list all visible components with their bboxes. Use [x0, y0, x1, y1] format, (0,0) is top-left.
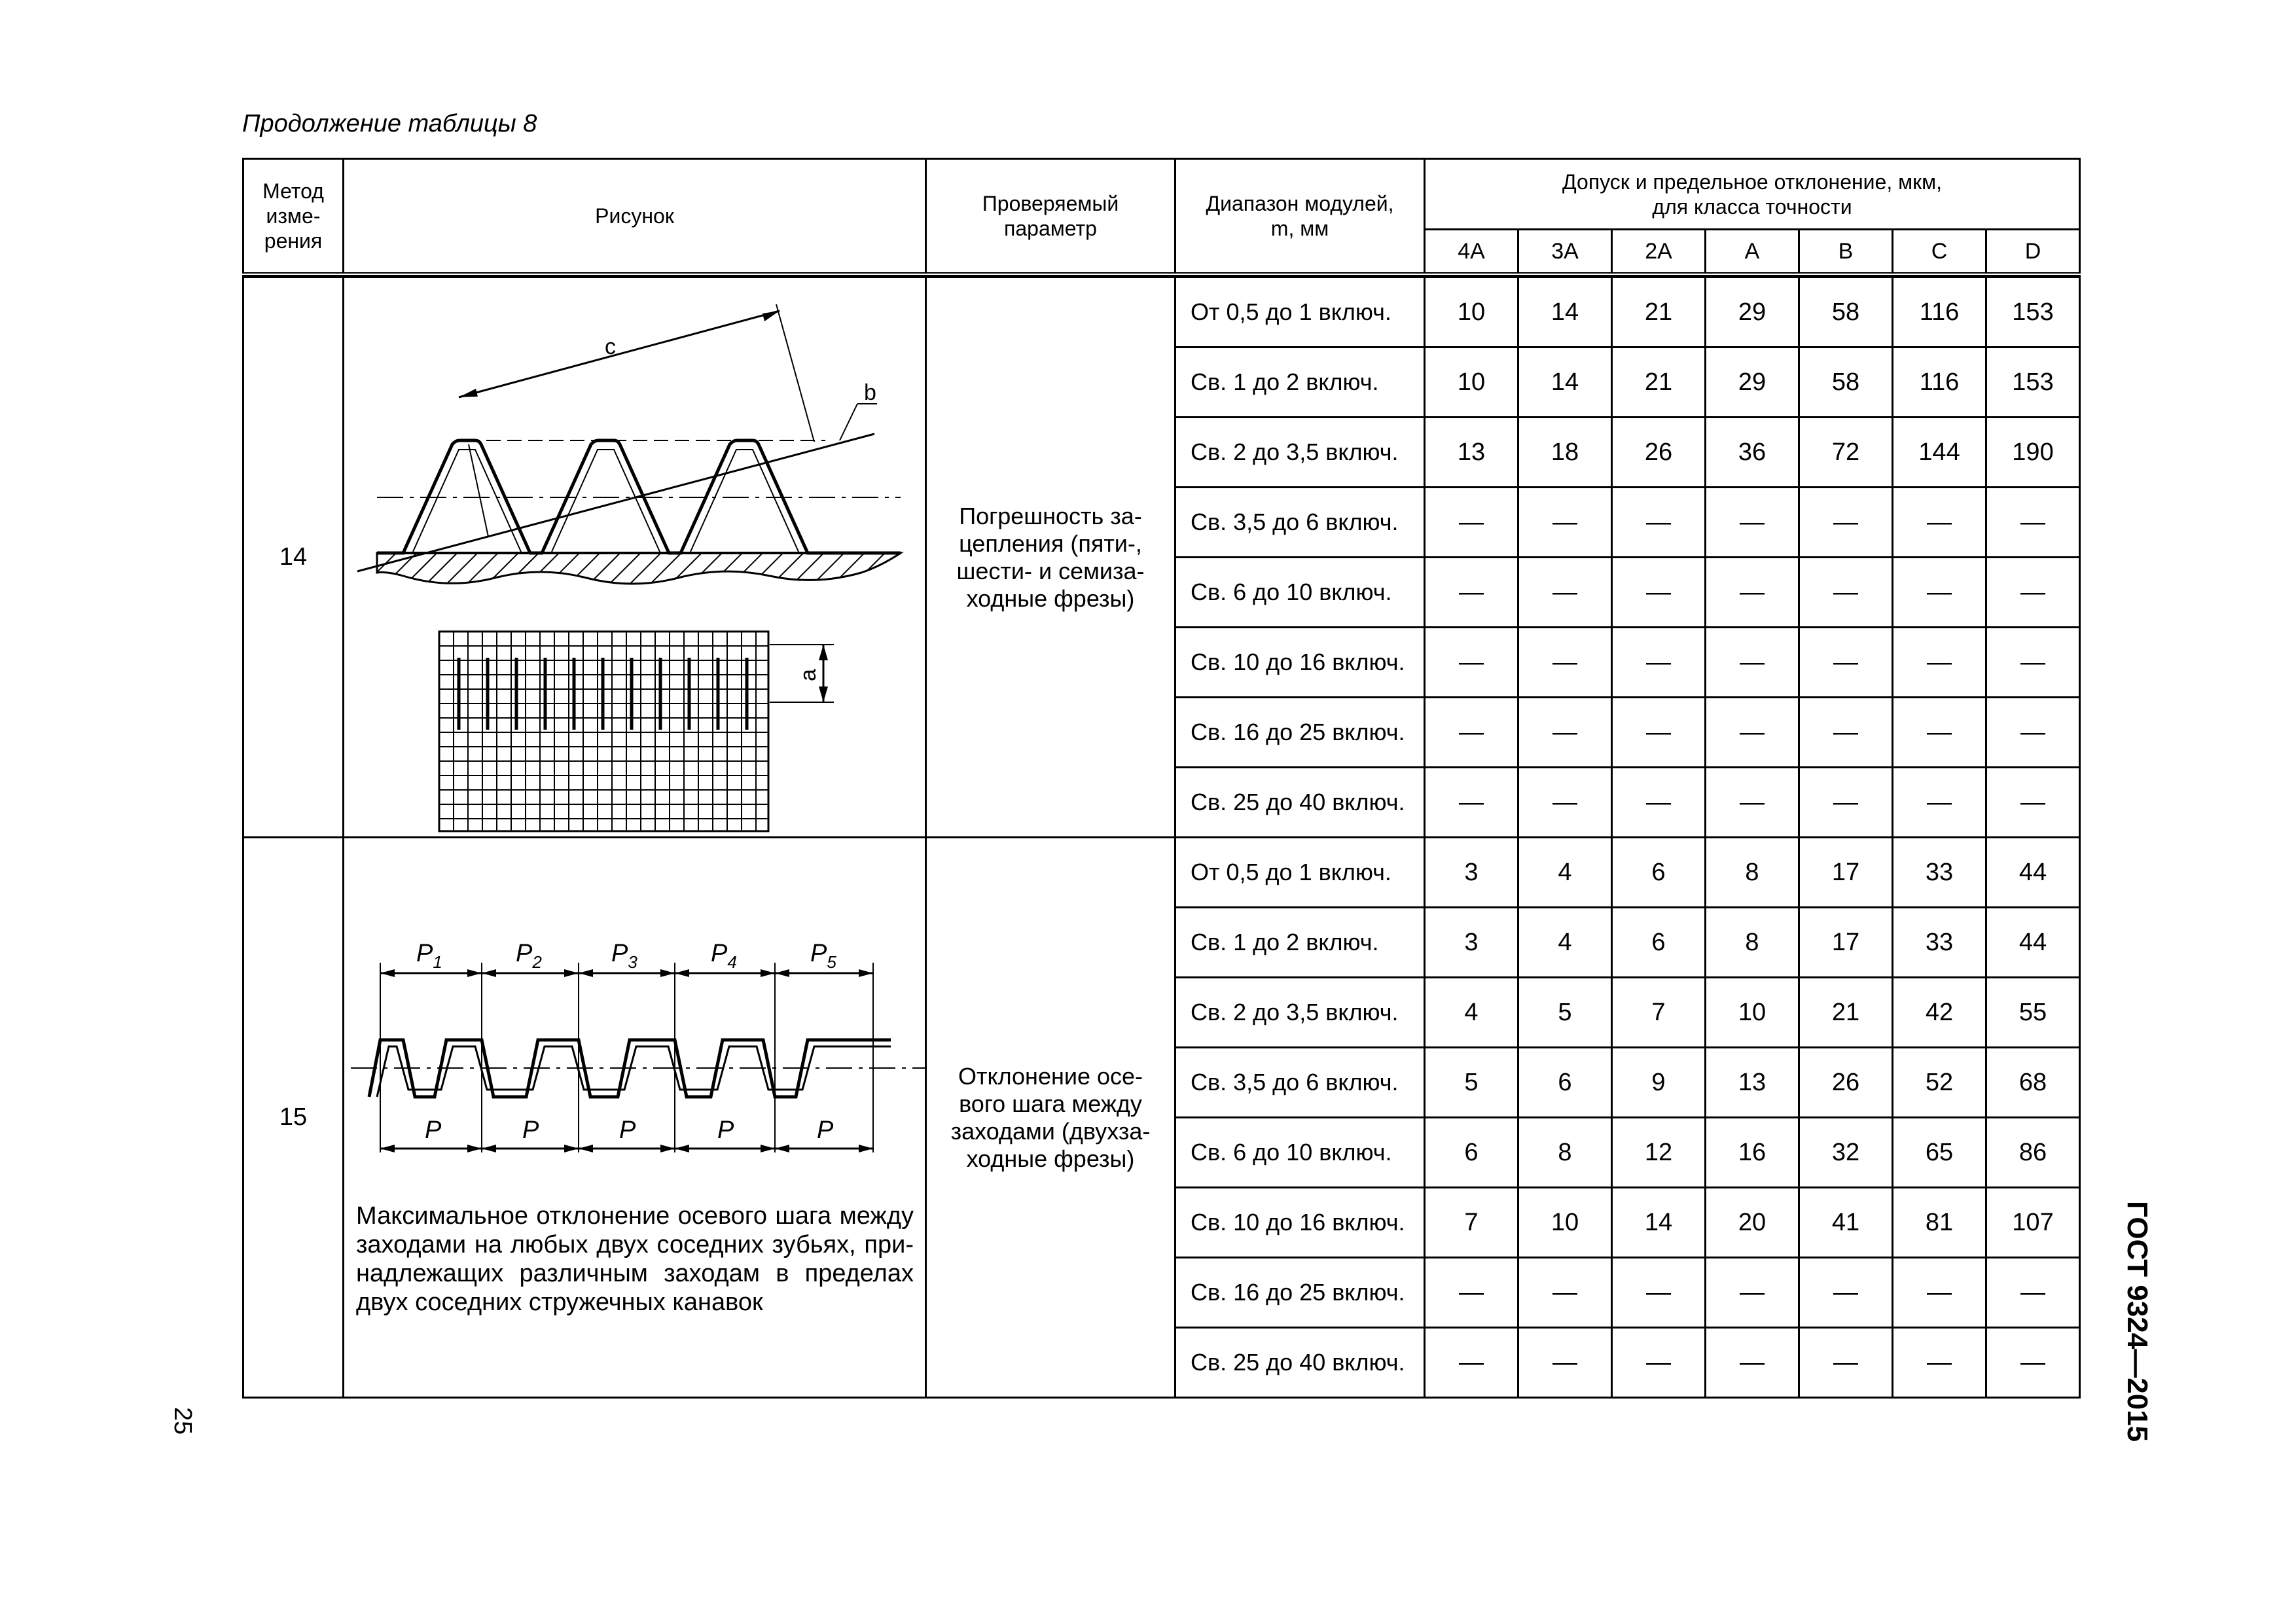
- parameter-text: Погрешность за-цепления (пяти-, шести- и семиза-ходные фрезы): [926, 277, 1175, 838]
- value-cell: 81: [1893, 1188, 1986, 1258]
- range-cell: Св. 1 до 2 включ.: [1175, 348, 1425, 418]
- value-cell: —: [1706, 698, 1799, 768]
- value-cell: 52: [1893, 1048, 1986, 1118]
- value-cell: —: [1612, 558, 1706, 628]
- value-cell: 72: [1799, 418, 1893, 488]
- parameter-text: Отклонение осе-вого шага между заходами (двухза-ходные фрезы): [926, 838, 1175, 1398]
- value-cell: —: [1799, 558, 1893, 628]
- class-header: 3A: [1518, 230, 1612, 275]
- range-cell: Св. 25 до 40 включ.: [1175, 768, 1425, 838]
- value-cell: 58: [1799, 277, 1893, 348]
- label-p3: $P_3$: [611, 940, 637, 972]
- value-cell: —: [1893, 1328, 1986, 1398]
- value-cell: —: [1518, 698, 1612, 768]
- value-cell: —: [1518, 768, 1612, 838]
- value-cell: 10: [1706, 978, 1799, 1048]
- value-cell: 20: [1706, 1188, 1799, 1258]
- label-c: c: [605, 334, 616, 359]
- value-cell: —: [1706, 628, 1799, 698]
- value-cell: 6: [1425, 1118, 1518, 1188]
- value-cell: 65: [1893, 1118, 1986, 1188]
- value-cell: —: [1518, 558, 1612, 628]
- label-p4: $P_4$: [711, 940, 737, 972]
- value-cell: —: [1425, 1328, 1518, 1398]
- value-cell: —: [1986, 488, 2080, 558]
- value-cell: 14: [1518, 277, 1612, 348]
- page-number: 25: [169, 1407, 196, 1435]
- header-method: Метод изме-рения: [243, 159, 344, 275]
- value-cell: —: [1518, 1258, 1612, 1328]
- value-cell: —: [1799, 488, 1893, 558]
- value-cell: 29: [1706, 348, 1799, 418]
- value-cell: —: [1986, 1258, 2080, 1328]
- value-cell: 12: [1612, 1118, 1706, 1188]
- class-header: 4A: [1425, 230, 1518, 275]
- label-a: a: [796, 669, 821, 681]
- axial-pitch-drawing: [344, 838, 927, 1192]
- value-cell: —: [1893, 1258, 1986, 1328]
- value-cell: 3: [1425, 838, 1518, 908]
- value-cell: 21: [1612, 348, 1706, 418]
- header-parameter: Проверяемый параметр: [926, 159, 1175, 275]
- header-module-range: Диапазон модулей, m, мм: [1175, 159, 1425, 275]
- value-cell: 10: [1425, 348, 1518, 418]
- value-cell: 4: [1518, 838, 1612, 908]
- value-cell: 36: [1706, 418, 1799, 488]
- value-cell: —: [1706, 1258, 1799, 1328]
- value-cell: 153: [1986, 277, 2080, 348]
- value-cell: 13: [1425, 418, 1518, 488]
- value-cell: —: [1986, 768, 2080, 838]
- value-cell: 86: [1986, 1118, 2080, 1188]
- value-cell: 41: [1799, 1188, 1893, 1258]
- value-cell: 6: [1612, 908, 1706, 978]
- value-cell: 14: [1518, 348, 1612, 418]
- value-cell: —: [1986, 558, 2080, 628]
- value-cell: 29: [1706, 277, 1799, 348]
- meshing-error-drawing: [344, 278, 927, 834]
- value-cell: 33: [1893, 838, 1986, 908]
- figure-meshing-error: [344, 277, 926, 838]
- value-cell: 26: [1612, 418, 1706, 488]
- range-cell: Св. 16 до 25 включ.: [1175, 698, 1425, 768]
- value-cell: —: [1893, 698, 1986, 768]
- value-cell: —: [1425, 558, 1518, 628]
- value-cell: 42: [1893, 978, 1986, 1048]
- value-cell: 116: [1893, 277, 1986, 348]
- range-cell: Св. 16 до 25 включ.: [1175, 1258, 1425, 1328]
- value-cell: —: [1799, 1258, 1893, 1328]
- value-cell: 13: [1706, 1048, 1799, 1118]
- value-cell: 68: [1986, 1048, 2080, 1118]
- value-cell: —: [1893, 768, 1986, 838]
- value-cell: —: [1612, 488, 1706, 558]
- value-cell: 4: [1518, 908, 1612, 978]
- label-p: P: [817, 1116, 834, 1144]
- class-header: B: [1799, 230, 1893, 275]
- header-figure: Рисунок: [344, 159, 926, 275]
- value-cell: 8: [1518, 1118, 1612, 1188]
- value-cell: 33: [1893, 908, 1986, 978]
- value-cell: 44: [1986, 838, 2080, 908]
- value-cell: 153: [1986, 348, 2080, 418]
- value-cell: —: [1706, 558, 1799, 628]
- value-cell: —: [1518, 488, 1612, 558]
- value-cell: 8: [1706, 838, 1799, 908]
- value-cell: —: [1799, 1328, 1893, 1398]
- table-caption: Продолжение таблицы 8: [242, 110, 537, 137]
- class-header: A: [1706, 230, 1799, 275]
- value-cell: 6: [1518, 1048, 1612, 1118]
- value-cell: —: [1612, 1328, 1706, 1398]
- label-p: P: [717, 1116, 734, 1144]
- value-cell: 9: [1612, 1048, 1706, 1118]
- value-cell: —: [1706, 488, 1799, 558]
- tolerance-table: [242, 158, 2081, 1399]
- value-cell: 18: [1518, 418, 1612, 488]
- label-p: P: [425, 1116, 442, 1144]
- method-number: 15: [243, 838, 344, 1398]
- value-cell: 5: [1518, 978, 1612, 1048]
- value-cell: 4: [1425, 978, 1518, 1048]
- label-p5: $P_5$: [810, 940, 836, 972]
- range-cell: Св. 6 до 10 включ.: [1175, 1118, 1425, 1188]
- figure-axial-pitch: [344, 838, 926, 1398]
- value-cell: —: [1799, 628, 1893, 698]
- value-cell: 21: [1799, 978, 1893, 1048]
- value-cell: 17: [1799, 908, 1893, 978]
- value-cell: 144: [1893, 418, 1986, 488]
- value-cell: 10: [1425, 277, 1518, 348]
- label-p1: $P_1$: [416, 940, 442, 972]
- range-cell: Св. 1 до 2 включ.: [1175, 908, 1425, 978]
- range-cell: Св. 2 до 3,5 включ.: [1175, 418, 1425, 488]
- value-cell: 5: [1425, 1048, 1518, 1118]
- range-cell: Св. 2 до 3,5 включ.: [1175, 978, 1425, 1048]
- value-cell: —: [1425, 628, 1518, 698]
- value-cell: 26: [1799, 1048, 1893, 1118]
- value-cell: —: [1425, 698, 1518, 768]
- value-cell: 17: [1799, 838, 1893, 908]
- value-cell: —: [1518, 1328, 1612, 1398]
- value-cell: —: [1893, 488, 1986, 558]
- value-cell: 21: [1612, 277, 1706, 348]
- value-cell: 58: [1799, 348, 1893, 418]
- figure-note: Максимальное отклонение осевого шага между заходами на любых двух соседних зубьях, при-надлежащих различным заходам в пределах двух соседних стружечных канавок: [356, 1202, 914, 1316]
- class-header: 2A: [1612, 230, 1706, 275]
- value-cell: 16: [1706, 1118, 1799, 1188]
- value-cell: 190: [1986, 418, 2080, 488]
- method-number: 14: [243, 277, 344, 838]
- value-cell: 8: [1706, 908, 1799, 978]
- label-p: P: [619, 1116, 636, 1144]
- label-p: P: [522, 1116, 539, 1144]
- value-cell: —: [1612, 628, 1706, 698]
- value-cell: 14: [1612, 1188, 1706, 1258]
- value-cell: —: [1986, 628, 2080, 698]
- value-cell: —: [1518, 628, 1612, 698]
- value-cell: 3: [1425, 908, 1518, 978]
- value-cell: —: [1612, 768, 1706, 838]
- value-cell: —: [1425, 768, 1518, 838]
- document-id: ГОСТ 9324—2015: [2121, 1201, 2153, 1442]
- class-header: D: [1986, 230, 2080, 275]
- value-cell: —: [1893, 628, 1986, 698]
- value-cell: 32: [1799, 1118, 1893, 1188]
- value-cell: 7: [1425, 1188, 1518, 1258]
- value-cell: —: [1612, 698, 1706, 768]
- range-cell: Св. 10 до 16 включ.: [1175, 1188, 1425, 1258]
- value-cell: —: [1799, 768, 1893, 838]
- value-cell: —: [1706, 768, 1799, 838]
- header-tolerance: Допуск и предельное отклонение, мкм, для класса точности: [1425, 159, 2080, 230]
- range-cell: Св. 25 до 40 включ.: [1175, 1328, 1425, 1398]
- value-cell: —: [1425, 488, 1518, 558]
- range-cell: Св. 3,5 до 6 включ.: [1175, 1048, 1425, 1118]
- value-cell: 44: [1986, 908, 2080, 978]
- value-cell: 55: [1986, 978, 2080, 1048]
- value-cell: —: [1986, 1328, 2080, 1398]
- value-cell: —: [1986, 698, 2080, 768]
- value-cell: —: [1706, 1328, 1799, 1398]
- value-cell: 10: [1518, 1188, 1612, 1258]
- range-cell: Св. 10 до 16 включ.: [1175, 628, 1425, 698]
- value-cell: —: [1893, 558, 1986, 628]
- range-cell: Св. 3,5 до 6 включ.: [1175, 488, 1425, 558]
- class-header: C: [1893, 230, 1986, 275]
- value-cell: —: [1799, 698, 1893, 768]
- value-cell: 107: [1986, 1188, 2080, 1258]
- value-cell: —: [1425, 1258, 1518, 1328]
- value-cell: 6: [1612, 838, 1706, 908]
- value-cell: 116: [1893, 348, 1986, 418]
- label-b: b: [864, 380, 876, 405]
- range-cell: От 0,5 до 1 включ.: [1175, 838, 1425, 908]
- value-cell: —: [1612, 1258, 1706, 1328]
- label-p2: $P_2$: [516, 940, 542, 972]
- range-cell: От 0,5 до 1 включ.: [1175, 277, 1425, 348]
- value-cell: 7: [1612, 978, 1706, 1048]
- range-cell: Св. 6 до 10 включ.: [1175, 558, 1425, 628]
